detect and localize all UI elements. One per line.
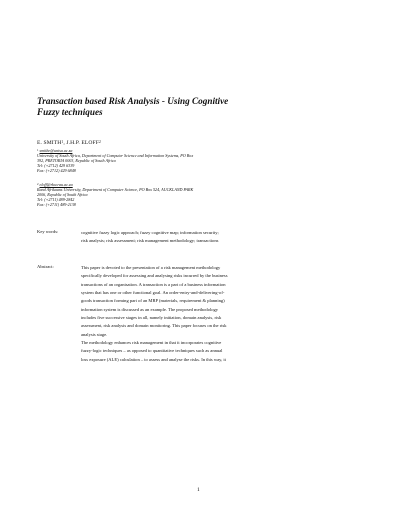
abstract-line: analysis stage. — [81, 331, 108, 337]
keywords-label: Key words: — [37, 229, 59, 234]
abstract-line: This paper is devoted to the presentation of a risk management methodology — [81, 265, 221, 270]
keywords-line: risk analysis; risk assessment; risk management methodology; transactions — [81, 238, 219, 244]
affiliation-line: Fax: (+2712) 429 6848 — [37, 168, 76, 174]
abstract-line: assessment, risk analysis and domain monitoring. This paper focuses on the risk — [81, 323, 227, 329]
affiliation-line: Tel: (+2711) 489-2842 — [37, 197, 75, 203]
abstract-line: fuzzy-logic techniques – as opposed to quantitative techniques such as annual — [81, 348, 223, 354]
abstract-text — [81, 264, 353, 364]
affiliation-line: University of South Africa, Department of Computer Science and Information Systems, PO Box — [37, 153, 194, 159]
abstract-line: includes five successive stages in all, namely initiation, domain analysis, risk — [81, 315, 222, 321]
keywords-text — [81, 229, 381, 245]
affiliation-line: Rand Afrikaans University, Department of Computer Science, PO Box 524, AUCKLAND PARK — [37, 187, 194, 193]
abstract-line: specifically developed for assessing and analysing risks incurred by the business — [81, 273, 228, 279]
abstract-line: loss exposure (ALE) calculation – to assess and analyse the risks. In this way, it — [81, 356, 226, 362]
affiliation-line: 2006, Republic of South Africa — [37, 192, 88, 198]
abstract-line: information system is discussed as an example. The proposed methodology — [81, 306, 219, 312]
email-link[interactable]: eloff@rkw.rau.ac.za — [39, 182, 73, 187]
affiliation-line: Tel: (+2712) 429 6339 — [37, 163, 75, 169]
author-affiliation-mark: 1 — [61, 140, 64, 144]
keywords-line: cognitive fuzzy logic approach; fuzzy cognitive map; information security; — [81, 230, 219, 235]
paper-title — [37, 96, 297, 118]
email-link[interactable]: smithe@unisa.ac.za — [39, 148, 73, 153]
author-affiliation-mark: 2 — [98, 140, 101, 144]
affiliation-block — [37, 148, 287, 173]
abstract-line: system that has one or other functional goal. An order-entry-and-delivering-of- — [81, 290, 225, 296]
author-name: J.H.P. ELOFF — [66, 140, 99, 146]
affiliation-line: 392, PRETORIA 0003, Republic of South Africa — [37, 158, 116, 164]
abstract-line: transactions of an organisation. A transaction is a part of a business information — [81, 281, 226, 287]
page-number: 1 — [197, 487, 200, 493]
abstract-label: Abstract: — [37, 264, 54, 269]
abstract-line: goods transaction forming part of an MRP (materials, requirement & planning) — [81, 298, 225, 304]
abstract-line: The methodology enhances risk management in that it incorporates cognitive — [81, 340, 222, 346]
affiliation-block — [37, 182, 287, 207]
affiliation-line: Fax: (+2711) 489-2138 — [37, 202, 76, 208]
title-line: Transaction based Risk Analysis - Using Cognitive — [37, 96, 229, 106]
affiliation-mark: 2 — [37, 182, 39, 186]
author-name: E. SMITH — [37, 140, 62, 146]
author-separator: , — [63, 140, 67, 146]
affiliation-mark: 1 — [37, 148, 39, 152]
title-line: Fuzzy techniques — [37, 107, 103, 117]
author-list — [37, 140, 101, 147]
